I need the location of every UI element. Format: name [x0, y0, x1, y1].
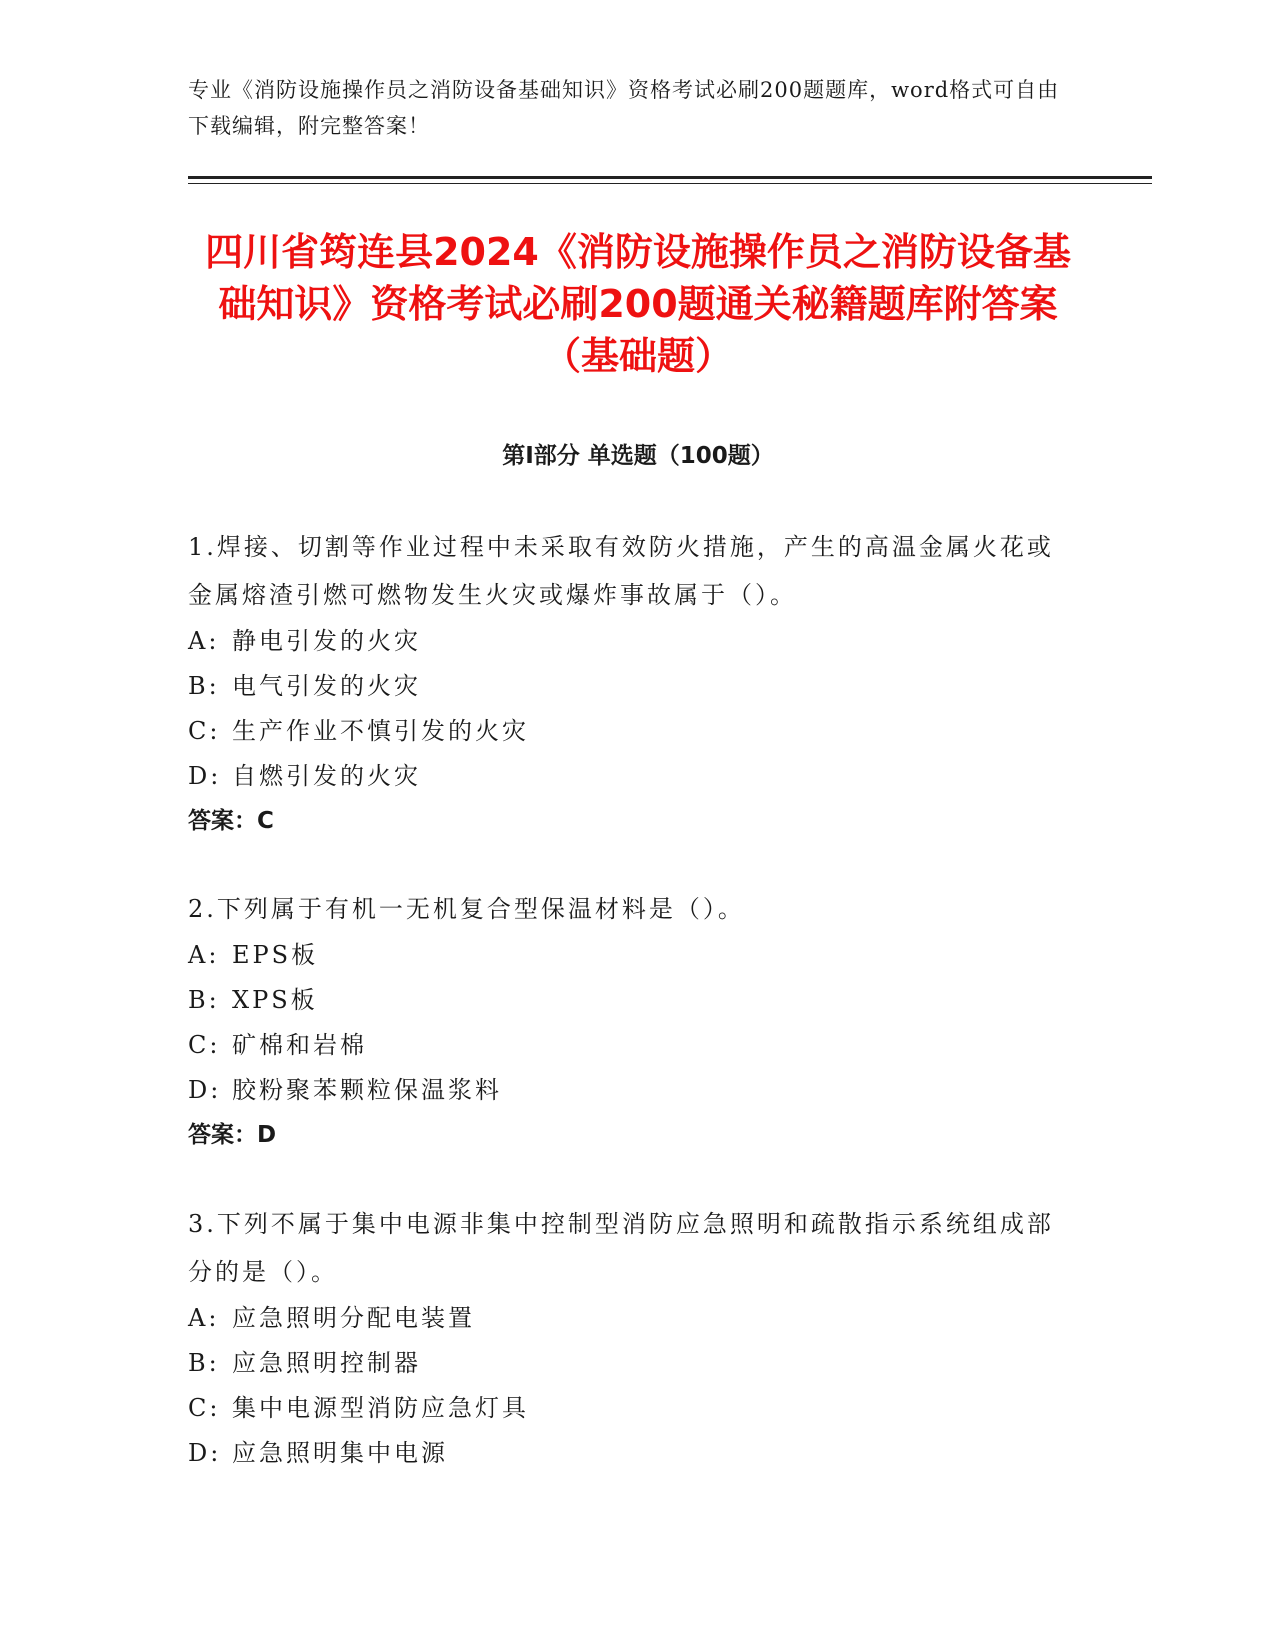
option-key: D: [188, 762, 222, 790]
document-title: 四川省筠连县2024《消防设施操作员之消防设备基础知识》资格考试必刷200题通关秘籍题库附答案（基础题） [205, 230, 1071, 378]
option-c [188, 709, 1068, 754]
option-text: 应急照明控制器 [232, 1349, 421, 1377]
option-key: A: [188, 941, 220, 969]
header-note: 专业《消防设施操作员之消防设备基础知识》资格考试必刷200题题库，word格式可自由下载编辑，附完整答案！ [188, 78, 1060, 138]
option-a [188, 933, 1068, 978]
option-d [188, 754, 1068, 799]
option-text: XPS板 [232, 986, 318, 1014]
question-stem: 2.下列属于有机一无机复合型保温材料是（）。 [188, 895, 745, 923]
option-text: EPS板 [232, 941, 319, 969]
option-d [188, 1068, 1068, 1113]
option-key: B: [188, 672, 220, 700]
option-key: A: [188, 627, 220, 655]
option-text: 应急照明集中电源 [232, 1439, 448, 1467]
option-d [188, 1431, 1068, 1476]
question-block [188, 523, 1068, 844]
option-key: A: [188, 1304, 220, 1332]
option-key: D: [188, 1439, 222, 1467]
option-c [188, 1023, 1068, 1068]
section-heading: 第Ⅰ部分 单选题（100题） [502, 443, 774, 469]
option-text: 胶粉聚苯颗粒保温浆料 [232, 1076, 502, 1104]
option-key: C: [188, 1394, 221, 1422]
option-a [188, 619, 1068, 664]
option-key: C: [188, 717, 221, 745]
option-b [188, 978, 1068, 1023]
option-text: 生产作业不慎引发的火灾 [232, 717, 529, 745]
option-text: 电气引发的火灾 [232, 672, 421, 700]
option-text: 集中电源型消防应急灯具 [232, 1394, 529, 1422]
answer: 答案：C [188, 808, 274, 834]
question-stem: 3.下列不属于集中电源非集中控制型消防应急照明和疏散指示系统组成部分的是（）。 [188, 1210, 1054, 1286]
option-key: D: [188, 1076, 222, 1104]
option-text: 矿棉和岩棉 [232, 1031, 367, 1059]
header-divider-thick [188, 176, 1152, 179]
option-b [188, 1341, 1068, 1386]
question-stem: 1.焊接、切割等作业过程中未采取有效防火措施，产生的高温金属火花或金属熔渣引燃可燃物发生火灾或爆炸事故属于（）。 [188, 533, 1054, 609]
option-a [188, 1296, 1068, 1341]
option-b [188, 664, 1068, 709]
option-c [188, 1386, 1068, 1431]
option-text: 静电引发的火灾 [232, 627, 421, 655]
option-key: C: [188, 1031, 221, 1059]
header-divider-thin [188, 183, 1152, 184]
question-block [188, 1200, 1068, 1476]
answer: 答案：D [188, 1122, 277, 1148]
option-key: B: [188, 1349, 220, 1377]
option-key: B: [188, 986, 220, 1014]
option-text: 自燃引发的火灾 [232, 762, 421, 790]
question-block [188, 885, 1068, 1158]
option-text: 应急照明分配电装置 [232, 1304, 475, 1332]
